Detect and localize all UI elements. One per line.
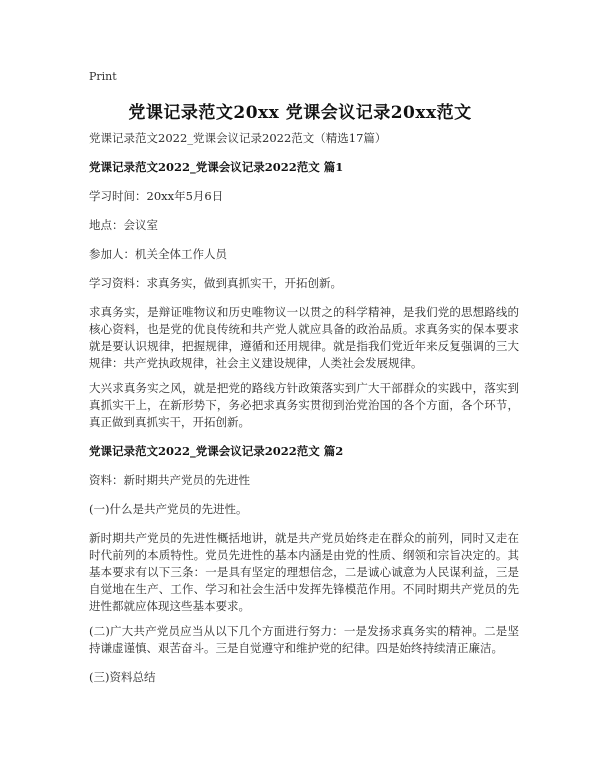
paragraph-2: 大兴求真务实之风，就是把党的路线方针政策落实到广大干部群众的实践中，落实到真抓实干上，在新形势下，务必把求真务实贯彻到治党治国的各个方面，各个环节，真正做到真抓实干，开拓创新。	[89, 381, 519, 429]
material-topic: 资料：新时期共产党员的先进性	[89, 473, 250, 487]
item-3-title: (三)资料总结	[89, 670, 156, 684]
article-subtitle: 党课记录范文2022_党课会议记录2022范文（精选17篇）	[89, 131, 387, 145]
print-link[interactable]: Print	[89, 70, 117, 83]
section-heading-1: 党课记录范文2022_党课会议记录2022范文 篇1	[89, 160, 344, 174]
study-material: 学习资料：求真务实，做到真抓实干，开拓创新。	[89, 276, 342, 290]
item-1-paragraph: 新时期共产党员的先进性概括地讲，就是共产党员始终走在群众的前列，同时又走在时代前列的本质特性。党员先进性的基本内涵是由党的性质、纲领和宗旨决定的。其基本要求有以下三条：一是具有坚定的理想信念，二是诚心诚意为人民谋利益，三是自觉地在生产、工作、学习和社会生活中发挥先锋模范作用。不同时期共产党员的先进性都就应体现这些基本要求。	[89, 531, 519, 613]
page-title: 党课记录范文20xx 党课会议记录20xx范文	[128, 103, 472, 123]
meeting-place: 地点：会议室	[89, 218, 158, 232]
item-1-title: (一)什么是共产党员的先进性。	[89, 502, 248, 516]
study-time: 学习时间：20xx年5月6日	[89, 189, 224, 203]
participants: 参加人：机关全体工作人员	[89, 247, 227, 261]
article-body	[89, 130, 519, 686]
section-heading-2: 党课记录范文2022_党课会议记录2022范文 篇2	[89, 444, 344, 458]
paragraph-1: 求真务实，是辩证唯物议和历史唯物议一以贯之的科学精神，是我们党的思想路线的核心资料，也是党的优良传统和共产党人就应具备的政治品质。求真务实的保本要求就是要认识规律，把握规律，遵循和还用规律。就是指我们党近年来反复强调的三大规律：共产党执政规律，社会主义建设规律，人类社会发展规律。	[89, 305, 519, 370]
item-2-paragraph: (二)广大共产党员应当从以下几个方面进行努力：一是发扬求真务实的精神。二是坚持谦虚谨慎、艰苦奋斗。三是自觉遵守和维护党的纪律。四是始终持续清正廉洁。	[89, 624, 519, 655]
